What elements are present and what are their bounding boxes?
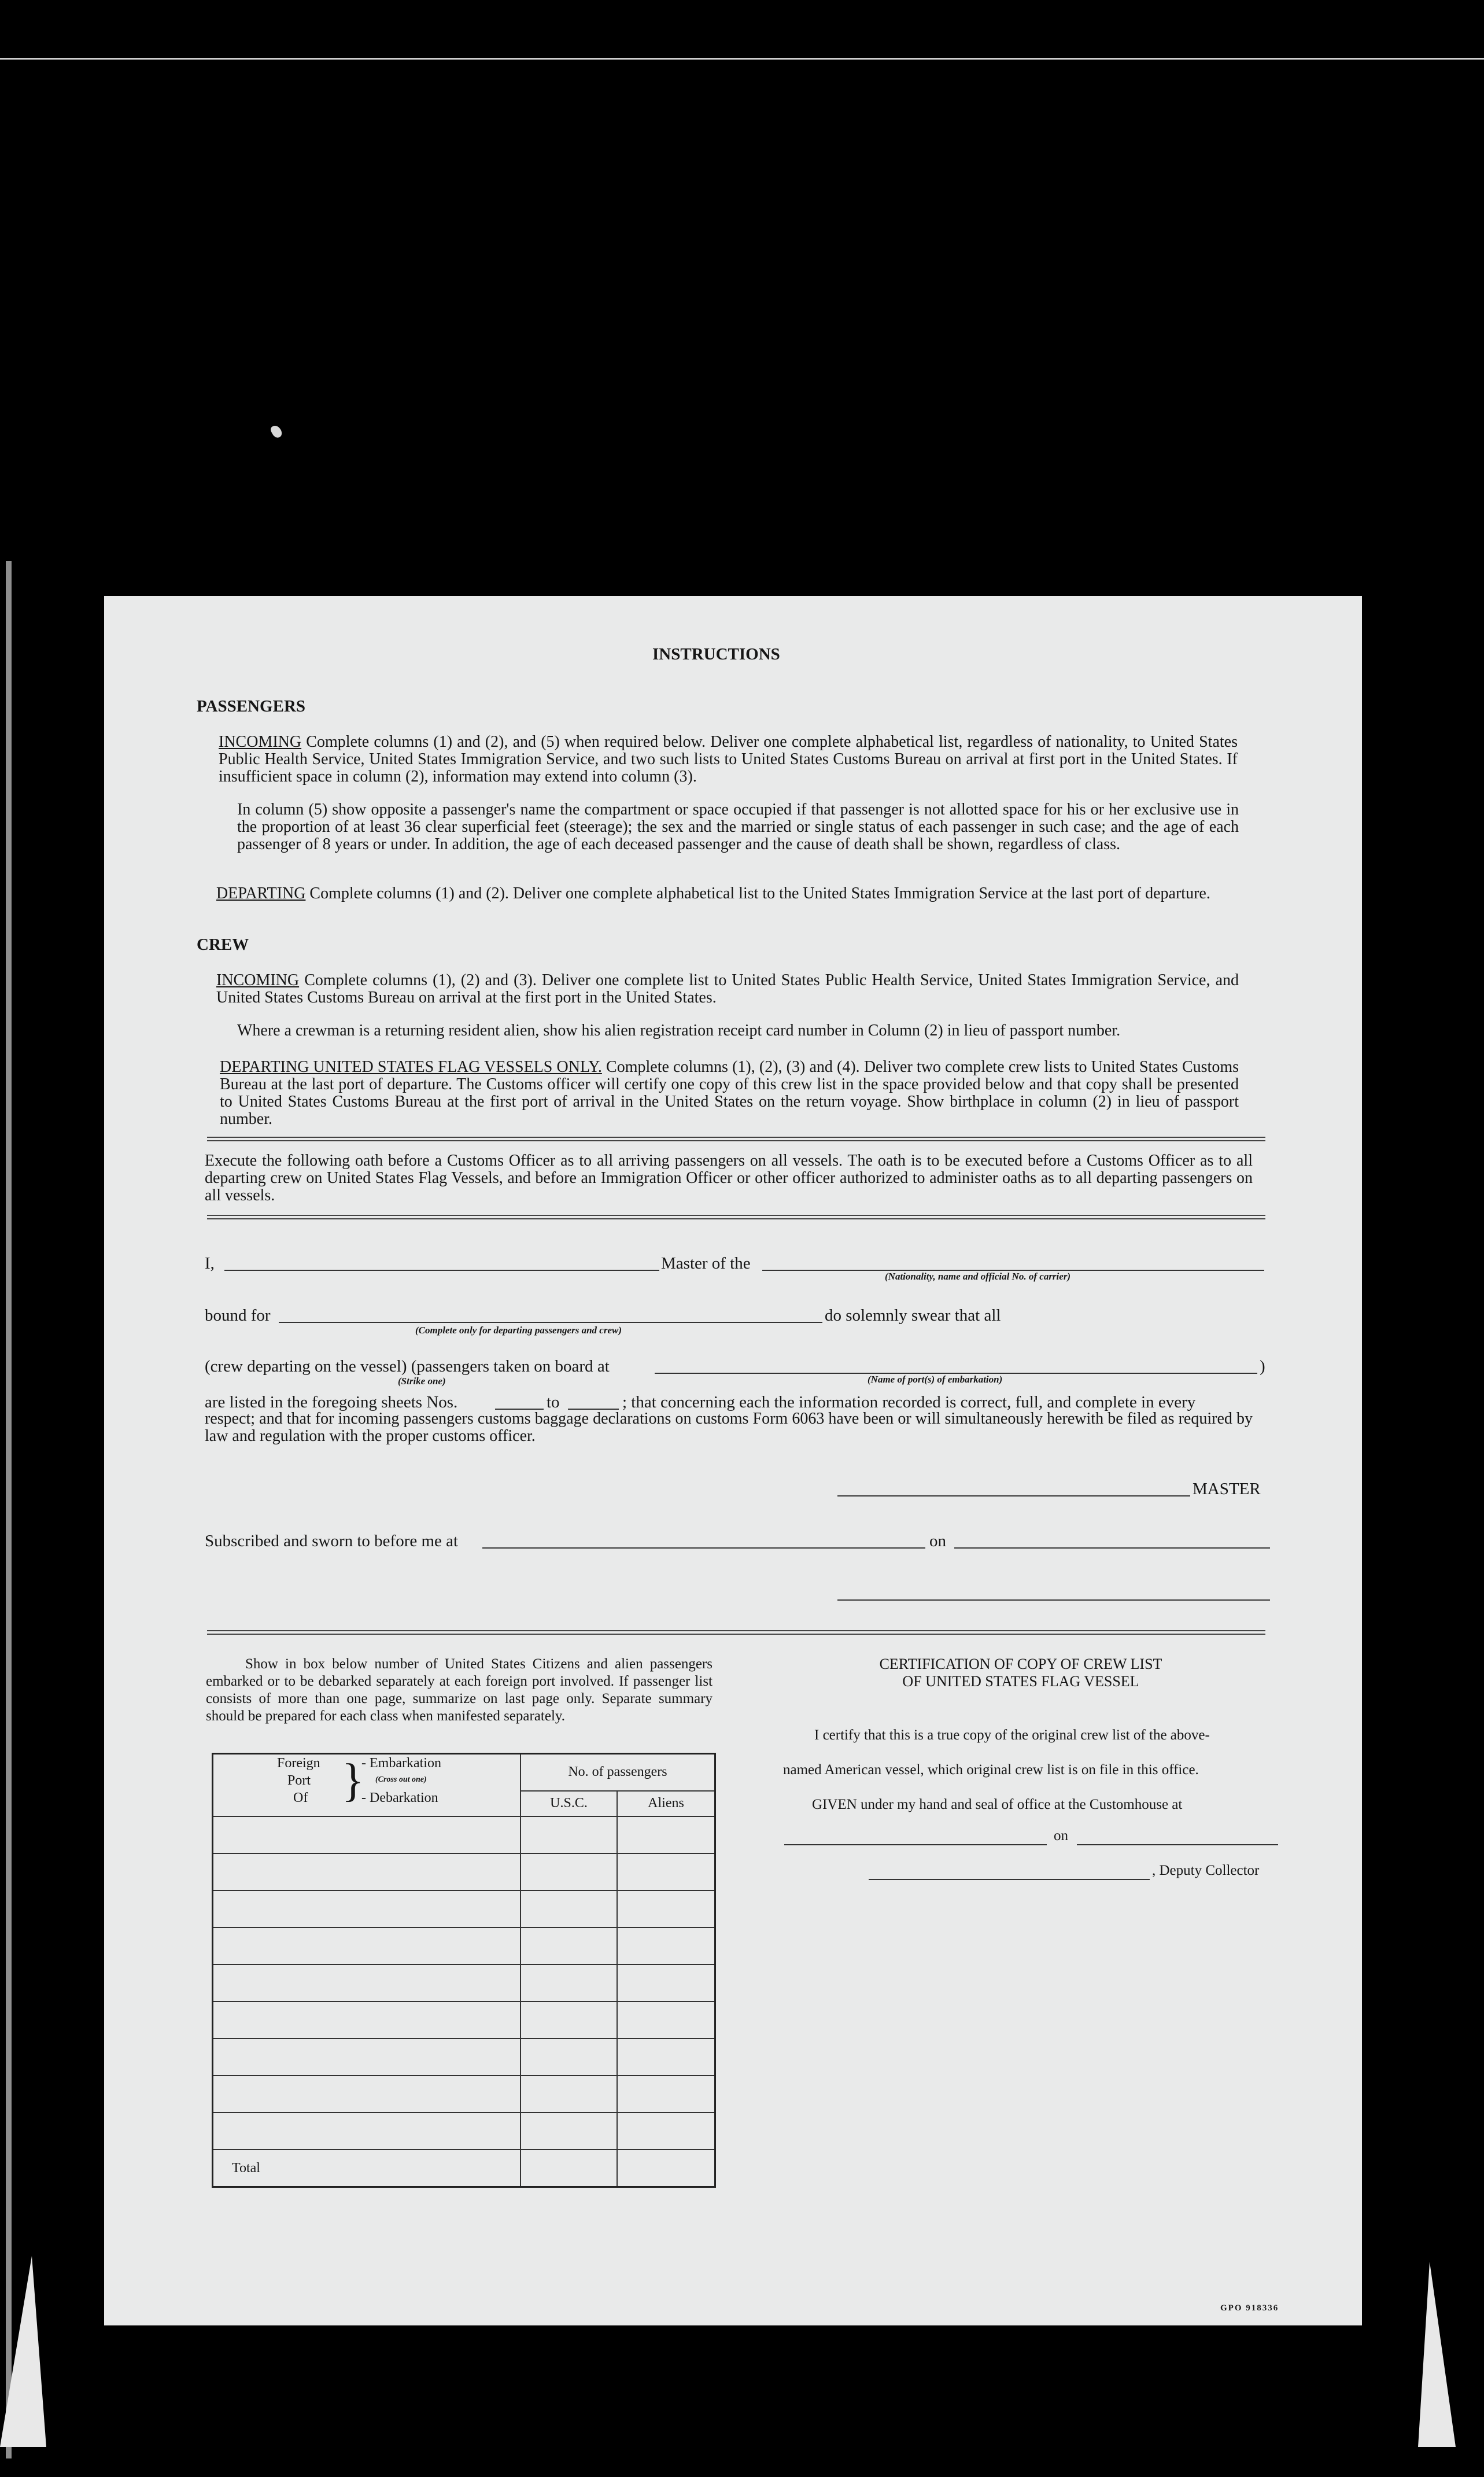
passengers-incoming-label: INCOMING: [219, 733, 302, 751]
scan-speck: [270, 423, 284, 439]
table-row: [213, 1927, 715, 1964]
embarkation-label: - Embarkation: [361, 1756, 441, 1771]
usc-cell[interactable]: [520, 1890, 617, 1927]
foreign-port-header: [213, 1754, 521, 1816]
master-of-label: Master of the: [661, 1254, 751, 1273]
table-row: [213, 1964, 715, 2001]
port-cell[interactable]: [213, 1816, 521, 1853]
port-label: Port: [287, 1773, 311, 1788]
oath-i-label: I,: [205, 1254, 215, 1273]
usc-cell[interactable]: [520, 1964, 617, 2001]
sworn-on-label: on: [929, 1532, 946, 1550]
total-label: Total: [213, 2150, 521, 2187]
usc-cell[interactable]: [520, 1927, 617, 1964]
port-cell[interactable]: [213, 1890, 521, 1927]
scan-edge-right: [1418, 2262, 1456, 2447]
certification-line-2: named American vessel, which original crew list is on file in this office.: [783, 1762, 1199, 1778]
usc-cell[interactable]: [520, 2039, 617, 2076]
complete-only-caption: (Complete only for departing passengers and crew): [415, 1325, 622, 1336]
certification-date-field[interactable]: [1077, 1844, 1278, 1845]
foreign-label: Foreign: [277, 1756, 320, 1771]
master-name-field[interactable]: [224, 1270, 659, 1271]
listed-rest: respect; and that for incoming passengers customs baggage declarations on customs Form 6063 have been or will simultaneously herewith be filed as required by law and regulation with the proper customs officer.: [205, 1410, 1253, 1445]
ports-caption: (Name of port(s) of embarkation): [867, 1374, 1003, 1385]
aliens-cell[interactable]: [617, 1927, 715, 1964]
usc-cell[interactable]: [520, 2001, 617, 2039]
port-cell[interactable]: [213, 2039, 521, 2076]
deputy-collector-label: , Deputy Collector: [1152, 1863, 1260, 1878]
port-cell[interactable]: [213, 1853, 521, 1890]
usc-cell[interactable]: [520, 2076, 617, 2113]
port-cell[interactable]: [213, 1927, 521, 1964]
port-cell[interactable]: [213, 1964, 521, 2001]
table-row: [213, 2113, 715, 2150]
crew-incoming-paragraph: [216, 972, 1239, 1007]
aliens-cell[interactable]: [617, 2076, 715, 2113]
nationality-caption: (Nationality, name and official No. of carrier): [885, 1271, 1071, 1282]
of-label: Of: [293, 1790, 308, 1805]
usc-cell[interactable]: [520, 2113, 617, 2150]
table-row: [213, 2076, 715, 2113]
deputy-signature-field[interactable]: [869, 1879, 1150, 1880]
certification-line-3: GIVEN under my hand and seal of office at the Customhouse at: [812, 1797, 1183, 1812]
sworn-place-field[interactable]: [482, 1547, 925, 1549]
summary-instructions: Show in box below number of United States Citizens and alien passengers embarked or to be debarked separately at each foreign port involved. If passenger list consists of more than one page, summarize on last page only. Separate summary should be prepared for each class when manifested separately.: [206, 1656, 713, 1724]
solemnly-swear-label: do solemnly swear that all: [825, 1306, 1001, 1325]
bound-for-field[interactable]: [279, 1322, 822, 1323]
scan-top-rule: [0, 58, 1484, 60]
crew-passengers-choice: (crew departing on the vessel) (passengers taken on board at: [205, 1357, 610, 1376]
port-cell[interactable]: [213, 2076, 521, 2113]
section-divider-3: [207, 1630, 1265, 1635]
bound-for-label: bound for: [205, 1306, 271, 1325]
sworn-date-field[interactable]: [954, 1547, 1270, 1549]
aliens-cell[interactable]: [617, 1890, 715, 1927]
crew-departing-label: DEPARTING UNITED STATES FLAG VESSELS ONLY.: [220, 1058, 602, 1076]
debarkation-label: - Debarkation: [361, 1790, 438, 1805]
aliens-total-cell[interactable]: [617, 2150, 715, 2187]
crew-heading: CREW: [197, 935, 249, 954]
certification-title-2: OF UNITED STATES FLAG VESSEL: [902, 1673, 1139, 1690]
usc-total-cell[interactable]: [520, 2150, 617, 2187]
section-divider-2: [207, 1215, 1265, 1219]
master-signature-field[interactable]: [837, 1495, 1190, 1496]
aliens-cell[interactable]: [617, 2113, 715, 2150]
officer-signature-field[interactable]: [837, 1599, 1270, 1601]
cross-out-caption: (Cross out one): [375, 1775, 427, 1784]
certification-title-1: CERTIFICATION OF COPY OF CREW LIST: [879, 1656, 1162, 1672]
port-cell[interactable]: [213, 2001, 521, 2039]
aliens-cell[interactable]: [617, 2039, 715, 2076]
aliens-cell[interactable]: [617, 1816, 715, 1853]
brace-glyph: }: [342, 1755, 364, 1806]
table-row: [213, 1816, 715, 1853]
scan-edge-left: [0, 2256, 46, 2447]
gpo-code: GPO 918336: [1220, 2303, 1279, 2313]
passengers-incoming-paragraph: [219, 733, 1238, 786]
table-row: [213, 2039, 715, 2076]
usc-cell[interactable]: [520, 1816, 617, 1853]
passengers-departing-label: DEPARTING: [216, 884, 306, 902]
aliens-cell[interactable]: [617, 2001, 715, 2039]
usc-cell[interactable]: [520, 1853, 617, 1890]
section-divider-1: [207, 1137, 1265, 1141]
table-row: [213, 1890, 715, 1927]
crew-alien-paragraph: Where a crewman is a returning resident alien, show his alien registration receipt card number in Column (2) in lieu of passport number.: [237, 1022, 1121, 1040]
table-row: [213, 1853, 715, 1890]
passengers-departing-paragraph: [216, 885, 1239, 902]
crew-incoming-label: INCOMING: [216, 971, 300, 989]
listed-pre: are listed in the foregoing sheets Nos.: [205, 1393, 458, 1411]
master-label: MASTER: [1193, 1480, 1261, 1498]
usc-header: U.S.C.: [520, 1791, 617, 1816]
certification-on-label: on: [1054, 1828, 1068, 1844]
aliens-header: Aliens: [617, 1791, 715, 1816]
strike-one-caption: (Strike one): [398, 1376, 446, 1387]
total-row: [213, 2150, 715, 2187]
customhouse-field[interactable]: [784, 1844, 1047, 1845]
aliens-cell[interactable]: [617, 1964, 715, 2001]
crew-incoming-text: Complete columns (1), (2) and (3). Deliver one complete list to United States Public Health Service, United States Immigration Service, and United States Customs Bureau on arrival at the first port in the United States.: [216, 971, 1239, 1007]
instructions-title: INSTRUCTIONS: [652, 645, 780, 664]
passengers-incoming-text: Complete columns (1) and (2), and (5) when required below. Deliver one complete alphabetical list, regardless of nationality, to United States Public Health Service, United States Immigration Service, and two such lists to United States Customs Bureau on arrival at first port in the United States. If insufficient space in column (2), information may extend into column (3).: [219, 733, 1238, 786]
subscribed-label: Subscribed and sworn to before me at: [205, 1532, 459, 1550]
passengers-heading: PASSENGERS: [197, 697, 306, 716]
no-of-passengers-header: No. of passengers: [520, 1754, 715, 1791]
aliens-cell[interactable]: [617, 1853, 715, 1890]
close-paren: ): [1260, 1357, 1265, 1376]
oath-intro: Execute the following oath before a Customs Officer as to all arriving passengers on all vessels. The oath is to be executed before a Customs Officer as to all departing crew on United States Flag Vessels, and before an Immigration Officer or other officer authorized to administer oaths as to all departing passengers on all vessels.: [205, 1152, 1253, 1204]
listed-post: ; that concerning each the information recorded is correct, full, and complete in every: [622, 1393, 1196, 1411]
certification-line-1: I certify that this is a true copy of the original crew list of the above-: [814, 1727, 1210, 1743]
passengers-departing-text: Complete columns (1) and (2). Deliver one complete alphabetical list to the United States Immigration Service at the last port of departure.: [305, 884, 1210, 902]
scan-left-strip: [6, 561, 12, 2458]
crew-departing-text: Complete columns (1), (2), (3) and (4). Deliver two complete crew lists to United States Customs Bureau at the last port of departure. The Customs officer will certify one copy of this crew list in the space provided below and that copy shall be presented to United States Customs Bureau at the first port of arrival in the United States on the return voyage. Show birthplace in column (2) in lieu of passport number.: [220, 1058, 1239, 1128]
port-cell[interactable]: [213, 2113, 521, 2150]
table-row: [213, 2001, 715, 2039]
passengers-column5-paragraph: In column (5) show opposite a passenger's name the compartment or space occupied if that passenger is not allotted space for his or her exclusive use in the proportion of at least 36 clear superficial feet (steerage); the sex and the married or single status of each passenger in such case; and the age of each passenger of 8 years or under. In addition, the age of each deceased passenger and the cause of death shall be shown, regardless of class.: [237, 801, 1239, 853]
passenger-summary-table: [212, 1753, 716, 2188]
crew-departing-paragraph: [220, 1059, 1239, 1128]
listed-to: to: [547, 1393, 560, 1411]
